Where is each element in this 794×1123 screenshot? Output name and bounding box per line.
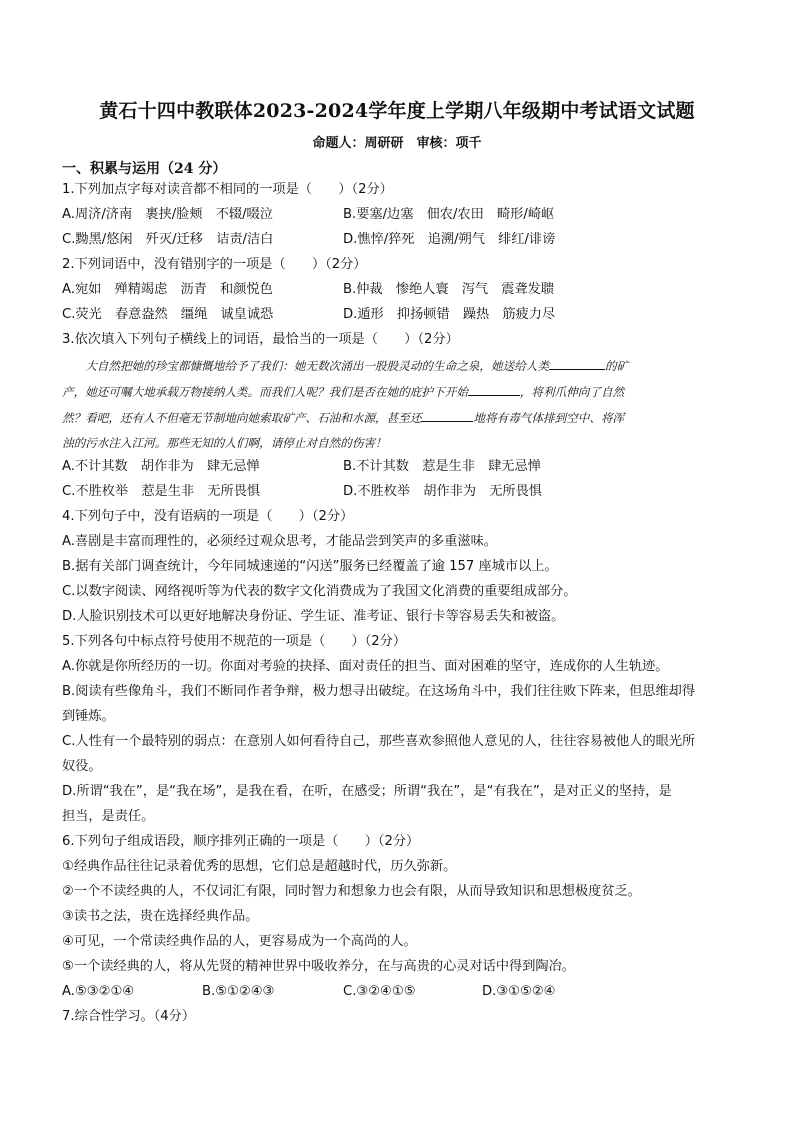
q2-option-c: C.荧光 春意盎然 缰绳 诚皇诚恐 — [62, 307, 274, 322]
q5-option-d-line-1: D.所谓“我在”，是“我在场”，是我在看，在听，在感受；所谓“我在”，是“有我在”，是对正义的坚持，是 — [62, 784, 672, 799]
q4-option-b: B.据有关部门调查统计，今年同城速递的“闪送”服务已经覆盖了逾 157 座城市以上。 — [62, 559, 558, 574]
q3-stem: 3.依次填入下列句子横线上的词语，最恰当的一项是（ ）（2分） — [62, 332, 459, 347]
q4-option-a: A.喜剧是丰富而理性的，必须经过观众思考，才能品尝到笑声的多重滋味。 — [62, 534, 497, 549]
q7-stem: 7.综合性学习。（4分） — [62, 1009, 196, 1024]
q2-option-b: B.仲裁 惨绝人寰 泻气 震聋发聩 — [343, 282, 555, 297]
q1-option-a: A.周济/济南 裹挟/脸颊 不辍/啜泣 — [62, 207, 273, 222]
q3-passage-line-4: 浊的污水注入江河。那些无知的人们啊，请停止对自然的伤害！ — [62, 436, 387, 450]
q2-option-d: D.遁形 抑扬顿错 躁热 筋疲力尽 — [343, 307, 556, 322]
q3-blank-3 — [421, 409, 473, 422]
q3-option-d: D.不胜枚举 胡作非为 无所畏惧 — [343, 484, 542, 499]
q3-blank-2 — [468, 383, 520, 396]
q2-option-a: A.宛如 殚精竭虑 沥青 和颜悦色 — [62, 282, 273, 297]
q5-option-c-line-1: C.人性有一个最特别的弱点：在意别人如何看待自己，那些喜欢参照他人意见的人，往往容易被他人的眼光所 — [62, 734, 696, 749]
q3-option-a: A.不计其数 胡作非为 肆无忌惮 — [62, 459, 260, 474]
q5-option-c-line-2: 奴役。 — [62, 759, 102, 774]
q3-passage-line-2: 产，她还可嘱大地承载万物接纳人类。而我们人呢？我们是否在她的庇护下开始 ，将利爪伸向了自然 — [62, 385, 625, 399]
exam-authors: 命题人：周研研 审核：项千 — [312, 136, 482, 151]
q6-sentence-5: ⑤一个读经典的人，将从先贤的精神世界中吸收养分，在与高贵的心灵对话中得到陶冶。 — [62, 959, 575, 974]
q2-stem: 2.下列词语中，没有错别字的一项是（ ）（2分） — [62, 257, 367, 272]
q6-sentence-4: ④可见，一个常读经典作品的人，更容易成为一个高尚的人。 — [62, 934, 417, 949]
q6-sentence-2: ②一个不读经典的人，不仅词汇有限，同时智力和想象力也会有限，从而导致知识和思想极度贫乏。 — [62, 884, 641, 899]
section-heading-1: 一、积累与运用（24 分） — [62, 161, 227, 177]
q1-option-d: D.憔悴/猝死 追溯/朔气 绯红/诽谤 — [343, 232, 556, 247]
q6-stem: 6.下列句子组成语段，顺序排列正确的一项是（ ）（2分） — [62, 834, 420, 849]
q6-option-d: D.③①⑤②④ — [482, 984, 556, 999]
q3-option-b: B.不计其数 惹是生非 肆无忌惮 — [343, 459, 541, 474]
q6-option-a: A.⑤③②①④ — [62, 984, 135, 999]
q1-option-b: B.要塞/边塞 佃农/农田 畸形/崎岖 — [343, 207, 555, 222]
q1-option-c: C.黝黑/悠闲 歼灭/迁移 诘责/洁白 — [62, 232, 274, 247]
q5-stem: 5.下列各句中标点符号使用不规范的一项是（ ）（2分） — [62, 634, 407, 649]
q5-option-b-line-2: 到锤炼。 — [62, 709, 115, 724]
q3-blank-1 — [549, 357, 605, 370]
q5-option-a: A.你就是你所经历的一切。你面对考验的抉择、面对责任的担当、面对困难的坚守，连成你的人生轨迹。 — [62, 659, 669, 674]
q6-option-b: B.⑤①②④③ — [202, 984, 275, 999]
q1-stem: 1.下列加点字每对读音都不相同的一项是（ ）（2分） — [62, 182, 393, 197]
q5-option-d-line-2: 担当，是责任。 — [62, 809, 155, 824]
q5-option-b-line-1: B.阅读有些像角斗，我们不断同作者争辩，极力想寻出破绽。在这场角斗中，我们往往败下阵来，但思维却得 — [62, 684, 696, 699]
q3-passage-line-1: 大自然把她的珍宝都慷慨地给予了我们：她无数次涌出一股股灵动的生命之泉，她送给人类 的矿 — [62, 359, 629, 373]
q6-sentence-3: ③读书之法，贵在选择经典作品。 — [62, 909, 259, 924]
q3-option-c: C.不胜枚举 惹是生非 无所畏惧 — [62, 484, 261, 499]
q3-passage-line-3: 然？看吧，还有人不但毫无节制地向她索取矿产、石油和水源，甚至还 地将有毒气体排到空中、将浑 — [62, 411, 625, 425]
q4-option-d: D.人脸识别技术可以更好地解决身份证、学生证、准考证、银行卡等容易丢失和被盗。 — [62, 609, 565, 624]
q6-sentence-1: ①经典作品往往记录着优秀的思想，它们总是超越时代，历久弥新。 — [62, 859, 457, 874]
q4-stem: 4.下列句子中，没有语病的一项是（ ）（2分） — [62, 509, 354, 524]
q4-option-c: C.以数字阅读、网络视听等为代表的数字文化消费成为了我国文化消费的重要组成部分。 — [62, 584, 577, 599]
q6-option-c: C.③②④①⑤ — [343, 984, 416, 999]
exam-title: 黄石十四中教联体2023-2024学年度上学期八年级期中考试语文试题 — [99, 100, 695, 122]
